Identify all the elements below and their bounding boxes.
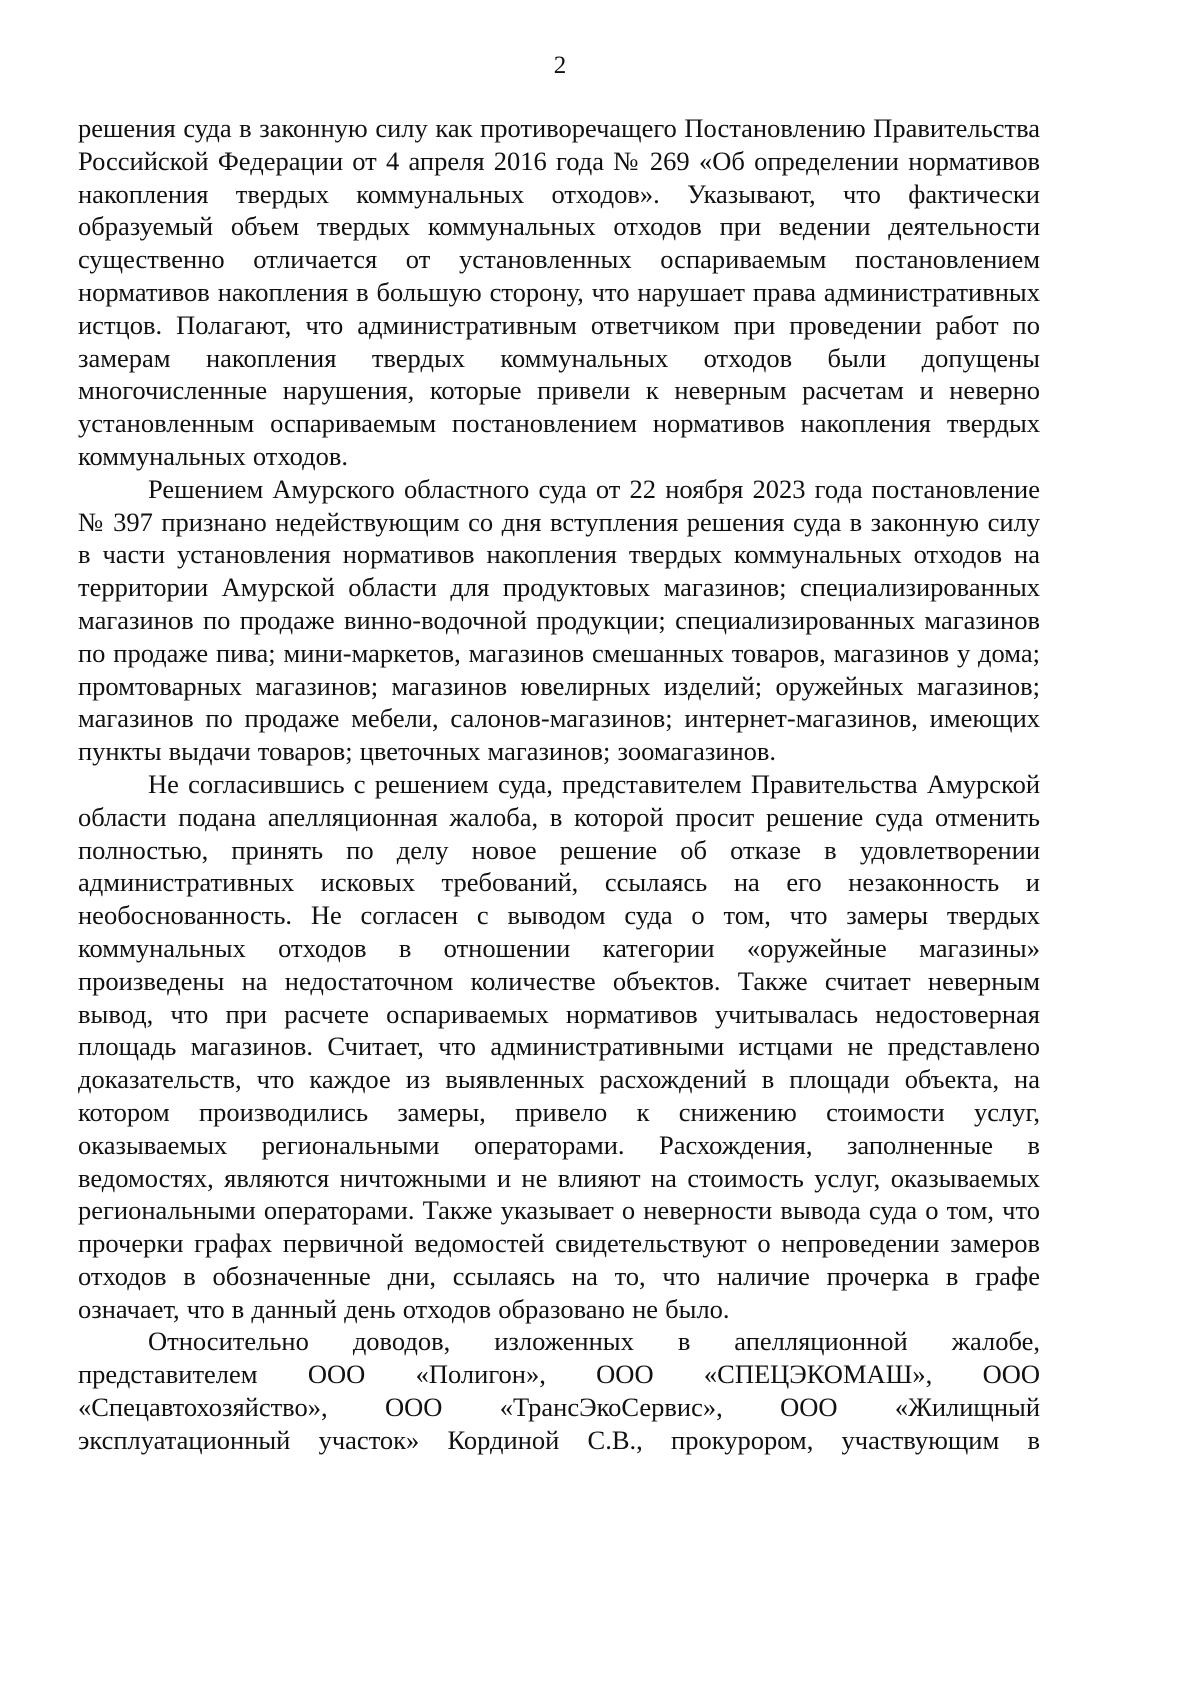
document-body [78,112,1040,1457]
paragraph-court-decision: Решением Амурского областного суда от 22 ноября 2023 года постановление № 397 признано недействующим со дня вступления решения суда в законную силу в части установления нормативов накопления твердых коммунальных отходов на территории Амурской области для продуктовых магазинов; специализированных магазинов по продаже винно-водочной продукции; специализированных магазинов по продаже пива; мини-маркетов, магазинов смешанных товаров, магазинов у дома; промтоварных магазинов; магазинов ювелирных изделий; оружейных магазинов; магазинов по продаже мебели, салонов-магазинов; интернет-магазинов, имеющих пункты выдачи товаров; цветочных магазинов; зоомагазинов. [78,473,1040,767]
paragraph-objections: Относительно доводов, изложенных в апелляционной жалобе, представителем ООО «Полигон», ООО «СПЕЦЭКОМАШ», ООО «Спецавтохозяйство», ООО «ТрансЭкоСервис», ООО «Жилищный эксплуатационный участок» Кординой С.В., прокурором, участвующим в [78,1326,1040,1455]
paragraph-appeal-arguments: решения суда в законную силу как противоречащего Постановлению Правительства Российской Федерации от 4 апреля 2016 года № 269 «Об определении нормативов накопления твердых коммунальных отходов». Указывают, что фактически образуемый объем твердых коммунальных отходов при ведении деятельности существенно отличается от установленных оспариваемым постановлением нормативов накопления в большую сторону, что нарушает права административных истцов. Полагают, что административным ответчиком при проведении работ по замерам накопления твердых коммунальных отходов были допущены многочисленные нарушения, которые привели к неверным расчетам и неверно установленным оспариваемым постановлением нормативов накопления твердых коммунальных отходов. [78,113,1040,471]
paragraph-appeal-complaint: Не согласившись с решением суда, представителем Правительства Амурской области подана апелляционная жалоба, в которой просит решение суда отменить полностью, принять по делу новое решение об отказе в удовлетворении административных исковых требований, ссылаясь на его незаконность и необоснованность. Не согласен с выводом суда о том, что замеры твердых коммунальных отходов в отношении категории «оружейные магазины» произведены на недостаточном количестве объектов. Также считает неверным вывод, что при расчете оспариваемых нормативов учитывалась недостоверная площадь магазинов. Считает, что административными истцами не представлено доказательств, что каждое из выявленных расхождений в площади объекта, на котором производились замеры, привело к снижению стоимости услуг, оказываемых региональными операторами. Расхождения, заполненные в ведомостях, являются ничтожными и не влияют на стоимость услуг, оказываемых региональными операторами. Также указывает о неверности вывода суда о том, что прочерки графах первичной ведомостей свидетельствуют о непроведении замеров отходов в обозначенные дни, ссылаясь на то, что наличие прочерка в графе означает, что в данный день отходов образовано не было. [78,768,1040,1324]
page-number: 2 [553,52,567,79]
